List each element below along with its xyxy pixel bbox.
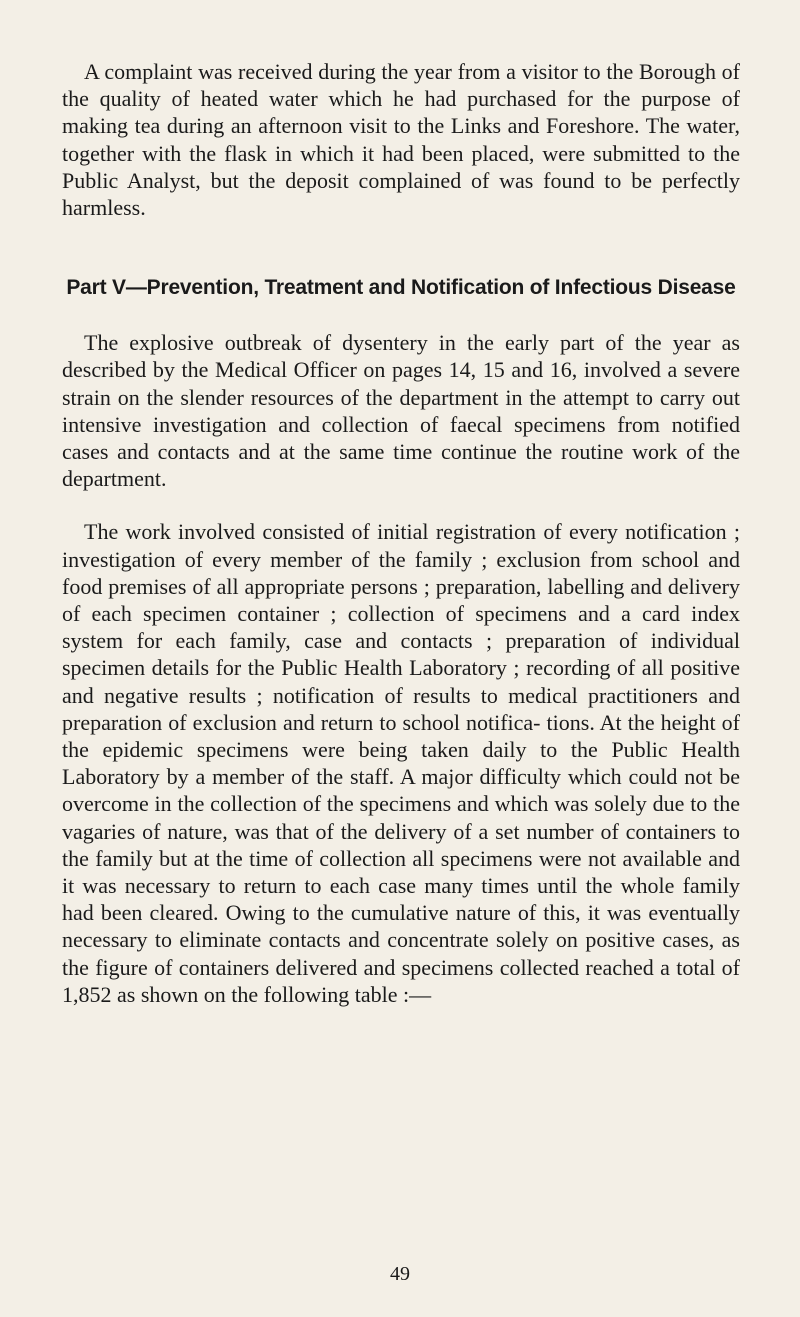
paragraph-dysentery-outbreak: The explosive outbreak of dysentery in the early part of the year as described by the Medical Officer on pages 14, 15 and 16, involved a severe strain on the slender resources of the department in the attempt to carry out intensive investigation and collection of faecal specimens from notified cases and contacts and at the same time continue the routine work of the department.: [62, 330, 740, 492]
paragraph-visitor-complaint: A complaint was received during the year from a visitor to the Borough of the quality of heated water which he had purchased for the purpose of making tea during an afternoon visit to the Links and Foreshore. The water, together with the flask in which it had been placed, were submitted to the Public Analyst, but the deposit complained of was found to be perfectly harmless.: [62, 59, 740, 221]
document-page: [62, 58, 740, 1008]
paragraph-work-involved: The work involved consisted of initial registration of every notification ; investigation of every member of the family ; exclusion from school and food premises of all appropriate persons ; preparation, labelling and delivery of each specimen container ; collection of specimens and a card index system for each family, case and contacts ; preparation of individual specimen details for the Public Health Laboratory ; recording of all positive and negative results ; notification of results to medical practitioners and preparation of exclusion and return to school notifica- tions. At the height of the epidemic specimens were being taken daily to the Public Health Laboratory by a member of the staff. A major difficulty which could not be overcome in the collection of the specimens and which was solely due to the vagaries of nature, was that of the delivery of a set number of containers to the family but at the time of collection all specimens were not available and it was necessary to return to each case many times until the whole family had been cleared. Owing to the cumulative nature of this, it was eventually necessary to eliminate contacts and concentrate solely on positive cases, as the figure of containers delivered and specimens collected reached a total of 1,852 as shown on the following table :—: [62, 519, 740, 1007]
page-number: 49: [390, 1263, 410, 1285]
section-heading: Part V—Prevention, Treatment and Notification of Infectious Disease: [66, 276, 736, 300]
